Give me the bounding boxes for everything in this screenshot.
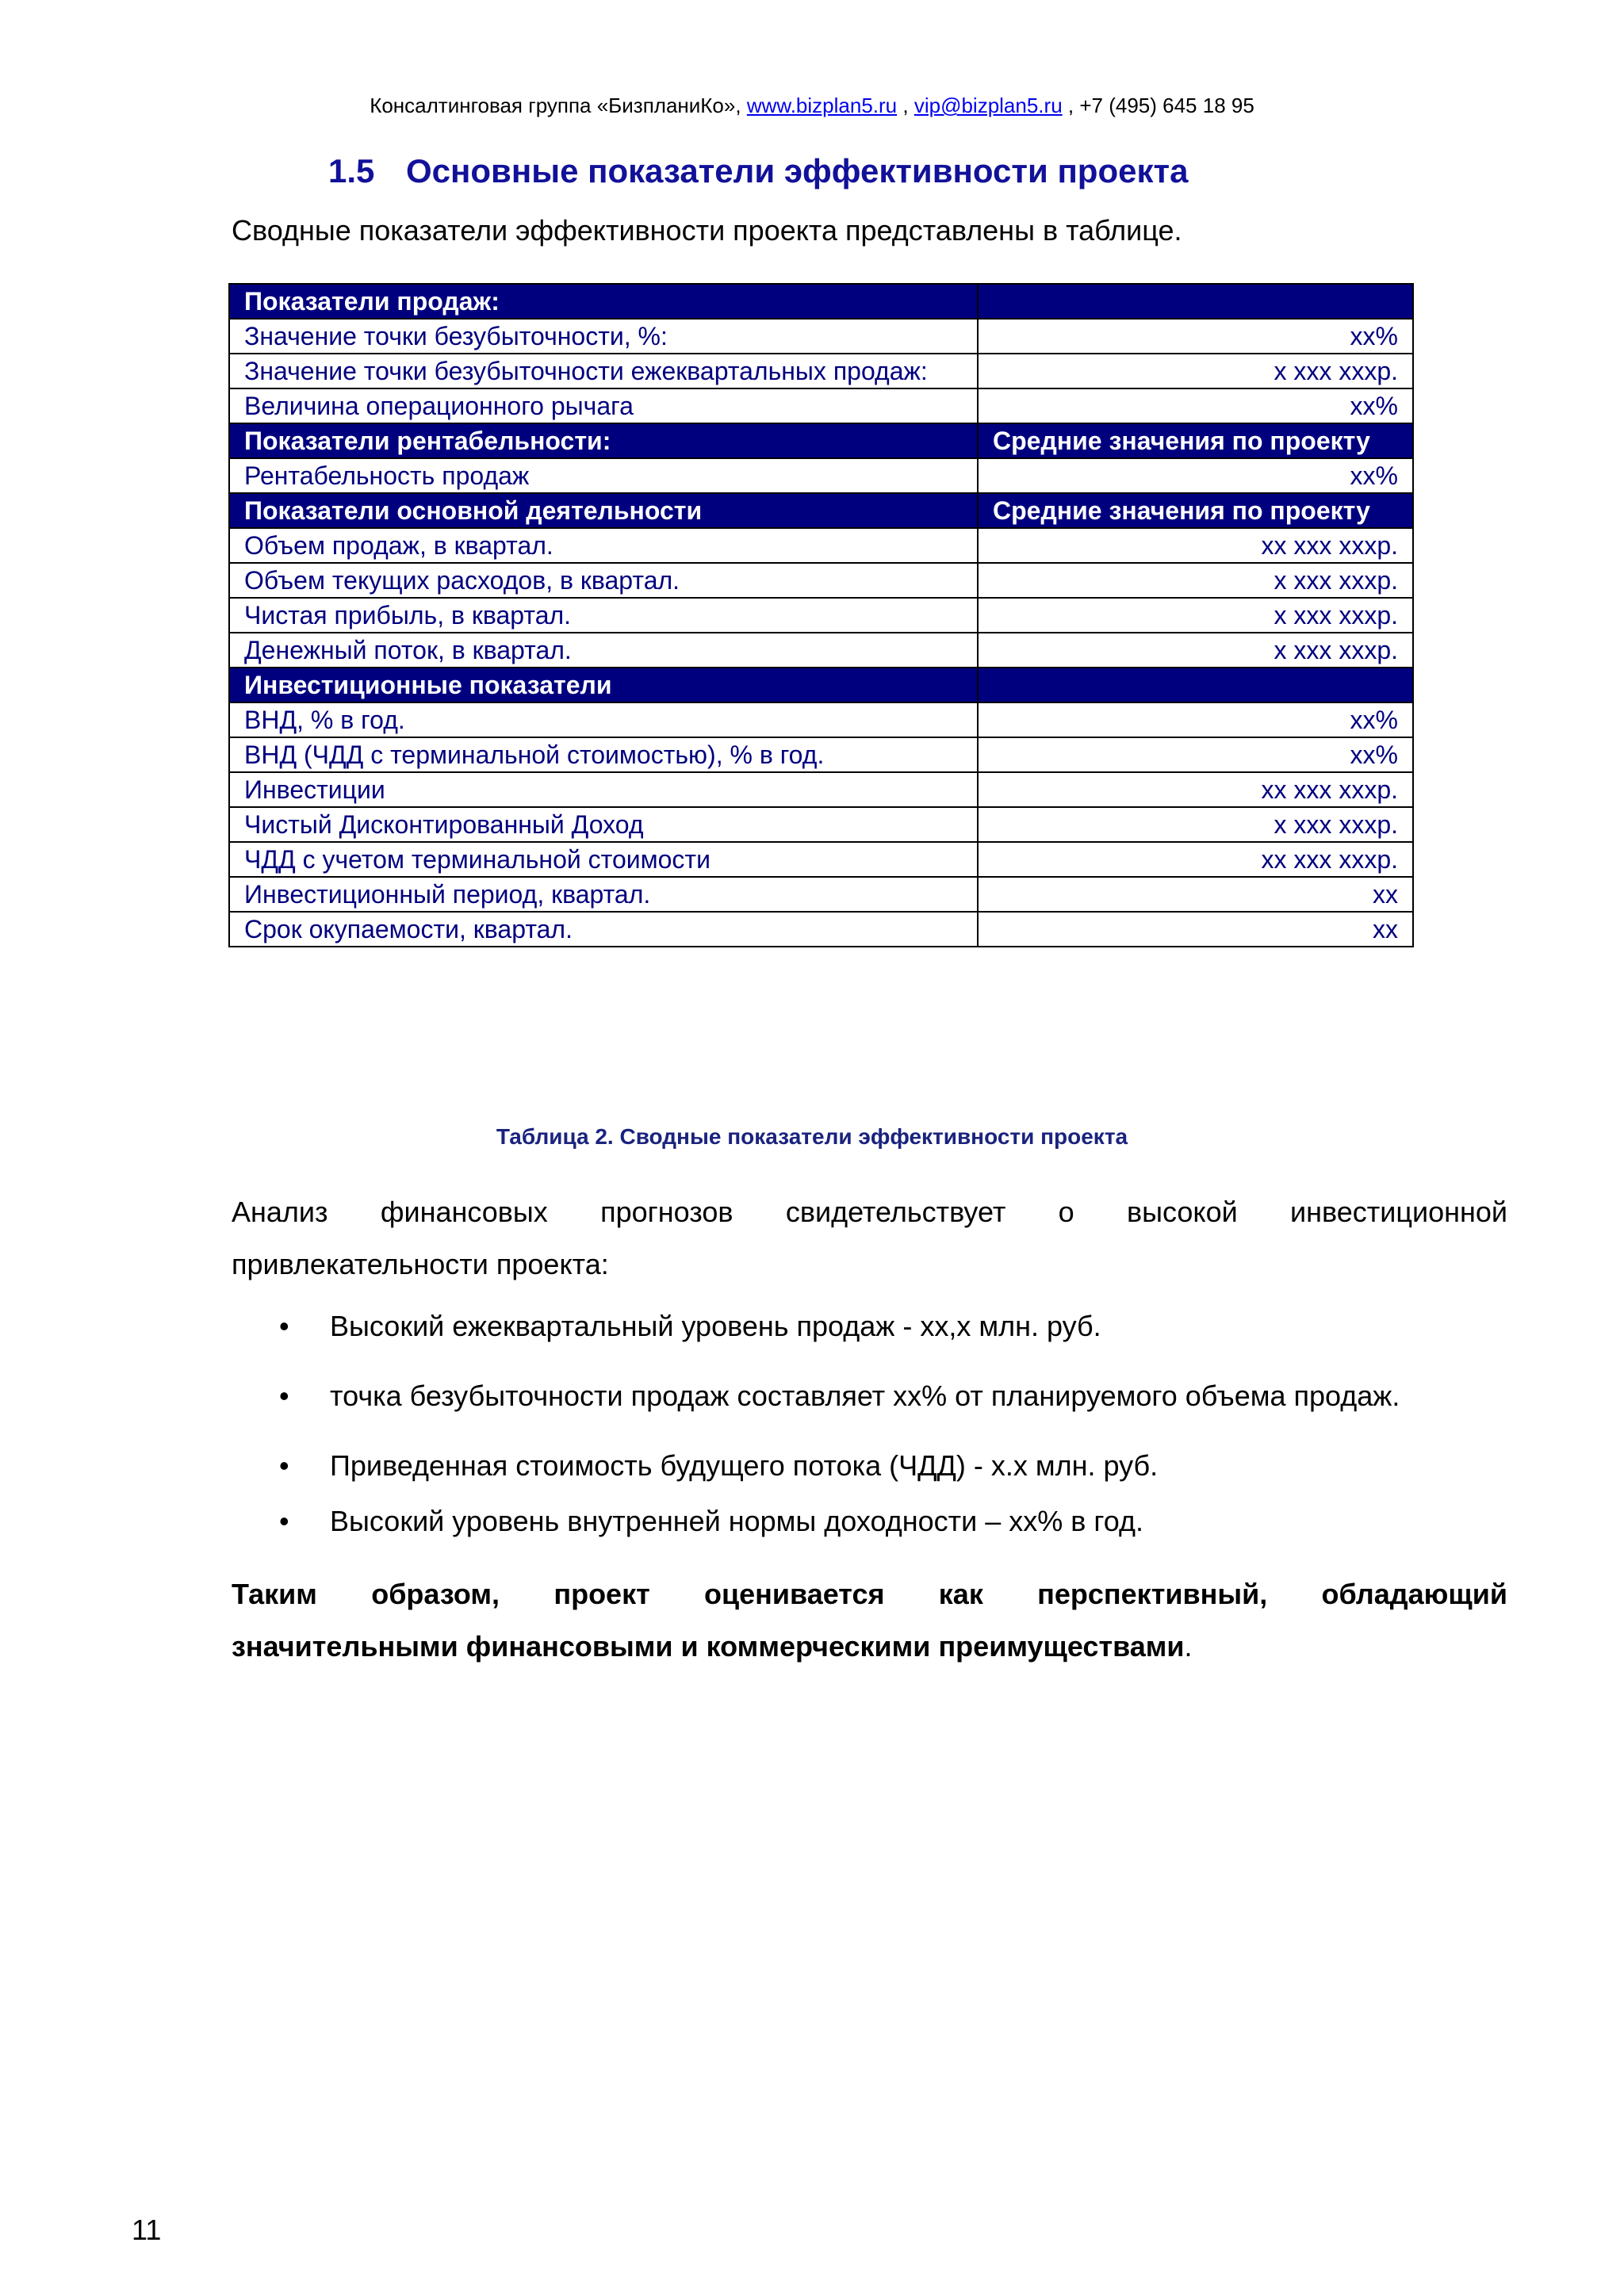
table-section-header (229, 493, 1413, 528)
table-header-cell: Показатели продаж: (229, 284, 978, 319)
table-cell-label: Объем текущих расходов, в квартал. (229, 563, 978, 598)
list-item: • точка безубыточности продаж составляет хх% от планируемого объема продаж. (232, 1380, 1532, 1449)
table-row (229, 528, 1413, 563)
table-cell-value: х ххх хххр. (978, 563, 1413, 598)
header-company: Консалтинговая группа «БизпланиКо», (370, 94, 741, 117)
table-header-cell: Показатели основной деятельности (229, 493, 978, 528)
header-site-link[interactable]: www.bizplan5.ru (746, 94, 898, 117)
table-cell-label: Объем продаж, в квартал. (229, 528, 978, 563)
table-cell-value: хх% (978, 388, 1413, 423)
table-header-cell: Инвестиционные показатели (229, 668, 978, 702)
table-header-cell: Средние значения по проекту (978, 423, 1413, 458)
table-section-header (229, 423, 1413, 458)
table-header-cell (978, 284, 1413, 319)
conclusion-paragraph (232, 1568, 1507, 1673)
table-cell-value: хх% (978, 458, 1413, 493)
table-row (229, 354, 1413, 388)
table-cell-value: х ххх хххр. (978, 598, 1413, 633)
section-title-text: Основные показатели эффективности проекта (406, 152, 1189, 189)
table-cell-label: Рентабельность продаж (229, 458, 978, 493)
table-cell-value: хх% (978, 737, 1413, 772)
table-row (229, 842, 1413, 877)
metrics-table (228, 283, 1414, 947)
analysis-line-2: привлекательности проекта: (232, 1248, 609, 1280)
table-row (229, 702, 1413, 737)
intro-paragraph: Сводные показатели эффективности проекта представлены в таблице. (232, 214, 1182, 247)
conclusion-line-2: значительными финансовыми и коммерческими преимуществами (232, 1630, 1185, 1663)
table-section-header (229, 668, 1413, 702)
table-row (229, 563, 1413, 598)
table-cell-value: хх ххх хххр. (978, 528, 1413, 563)
table-row (229, 388, 1413, 423)
table-row (229, 912, 1413, 947)
table-cell-value: х ххх хххр. (978, 807, 1413, 842)
table-cell-value: хх% (978, 319, 1413, 354)
table-cell-value: хх ххх хххр. (978, 772, 1413, 807)
table-cell-label: Чистый Дисконтированный Доход (229, 807, 978, 842)
page-number: 11 (132, 2214, 162, 2246)
table-cell-value: хх% (978, 702, 1413, 737)
list-item: • Высокий ежеквартальный уровень продаж - хх,х млн. руб. (232, 1310, 1532, 1380)
conclusion-period: . (1184, 1630, 1193, 1663)
table-header-cell: Средние значения по проекту (978, 493, 1413, 528)
header-separator: , (902, 94, 909, 117)
table-cell-value: х ххх хххр. (978, 633, 1413, 668)
list-item: • Приведенная стоимость будущего потока (ЧДД) - х.х млн. руб. (232, 1449, 1532, 1505)
table-cell-label: Значение точки безубыточности, %: (229, 319, 978, 354)
table-cell-label: Чистая прибыль, в квартал. (229, 598, 978, 633)
header-email-link[interactable]: vip@bizplan5.ru (914, 94, 1063, 117)
table-cell-label: ВНД (ЧДД с терминальной стоимостью), % в год. (229, 737, 978, 772)
header-phone: , +7 (495) 645 18 95 (1067, 94, 1254, 117)
table-row (229, 319, 1413, 354)
table-caption: Таблица 2. Сводные показатели эффективности проекта (496, 1124, 1128, 1149)
table-section-header (229, 284, 1413, 319)
table-cell-value: хх ххх хххр. (978, 842, 1413, 877)
analysis-paragraph (232, 1186, 1507, 1291)
table-cell-value: хх (978, 912, 1413, 947)
table-row (229, 877, 1413, 912)
table-row (229, 598, 1413, 633)
page-header (0, 94, 1624, 118)
table-header-cell: Показатели рентабельности: (229, 423, 978, 458)
list-item: • Высокий уровень внутренней нормы доходности – хх% в год. (232, 1505, 1532, 1560)
analysis-line-1: Анализ финансовых прогнозов свидетельствует о высокой инвестиционной (232, 1196, 1507, 1228)
table-cell-label: Срок окупаемости, квартал. (229, 912, 978, 947)
table-cell-value: х ххх хххр. (978, 354, 1413, 388)
section-title (328, 152, 1188, 190)
table-cell-label: Величина операционного рычага (229, 388, 978, 423)
table-row (229, 458, 1413, 493)
table-row (229, 772, 1413, 807)
table-row (229, 807, 1413, 842)
table-cell-value: хх (978, 877, 1413, 912)
section-number: 1.5 (328, 152, 375, 189)
table-header-cell (978, 668, 1413, 702)
table-cell-label: ВНД, % в год. (229, 702, 978, 737)
table-row (229, 633, 1413, 668)
table-row (229, 737, 1413, 772)
table-cell-label: Инвестиционный период, квартал. (229, 877, 978, 912)
bullet-list (232, 1310, 1532, 1560)
conclusion-line-1: Таким образом, проект оценивается как перспективный, обладающий (232, 1578, 1507, 1610)
table-cell-label: Инвестиции (229, 772, 978, 807)
table-cell-label: Денежный поток, в квартал. (229, 633, 978, 668)
table-cell-label: ЧДД с учетом терминальной стоимости (229, 842, 978, 877)
table-cell-label: Значение точки безубыточности ежеквартальных продаж: (229, 354, 978, 388)
